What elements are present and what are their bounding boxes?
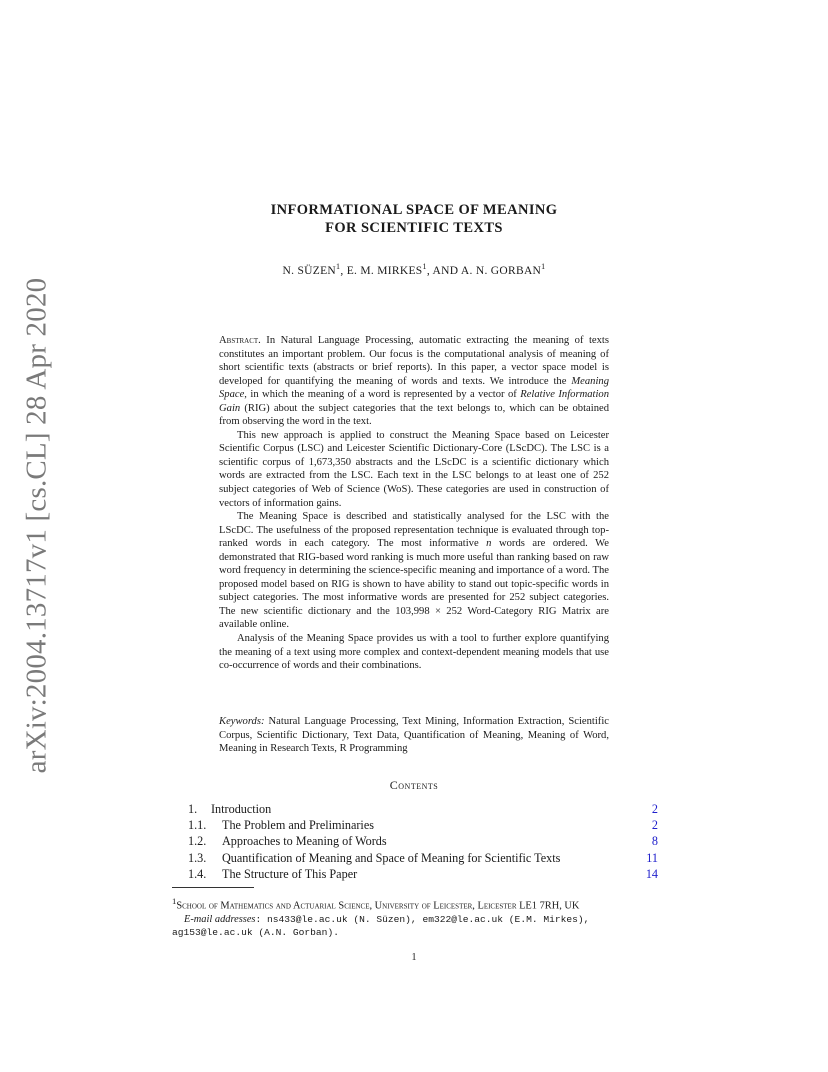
affiliation-text: School of Mathematics and Actuarial Science, University of Leicester, Leicester LE1 7RH, UK: [176, 900, 580, 912]
footnote-emails: [172, 913, 658, 939]
abstract-text: (RIG) about the subject categories that the text belongs to, which can be obtained from observing the word in the text.: [219, 402, 609, 428]
abstract-emphasis: Meaning Space: [219, 375, 609, 401]
abstract: [219, 334, 609, 673]
footnote-mark: 1: [172, 896, 177, 906]
abstract-emphasis: Relative Information Gain: [219, 389, 609, 414]
toc-item-number: 1.2.: [188, 834, 207, 849]
toc-item-title: Approaches to Meaning of Words: [222, 834, 387, 849]
toc-page-link[interactable]: 11: [646, 850, 658, 865]
toc-item-number: 1.: [188, 802, 198, 816]
toc-item-structure[interactable]: [188, 866, 658, 882]
toc-item-approaches[interactable]: [188, 833, 658, 849]
title-line-1: INFORMATIONAL SPACE OF MEANING: [270, 202, 558, 218]
abstract-paragraph-4: Analysis of the Meaning Space provides us with a tool to further explore quantifying the meaning of a text using more complex and context-dependent meaning models that use co-occurrence of words and their combinations.: [219, 633, 609, 672]
keywords-text: Natural Language Processing, Text Mining, Information Extraction, Scientific Corpus, Scientific Dictionary, Text Data, Quantification of Meaning, Meaning of Word, Meaning in Research Texts, R Programming: [219, 716, 609, 755]
toc-item-quantification[interactable]: [188, 850, 658, 866]
contents-heading: Contents: [389, 778, 439, 792]
affiliation-mark: 1: [541, 262, 546, 271]
keywords-label: Keywords:: [219, 716, 265, 727]
toc-page-link[interactable]: 14: [645, 866, 658, 881]
abstract-paragraph-3: [219, 510, 609, 632]
abstract-text: words are ordered. We demonstrated that RIG-based word ranking is much more useful than ranking based on raw word frequency in determining the science-specific meaning and importance of a word. The proposed model based on RIG is shown to have ability to stand out topic-specific words in subject categories. The most informative words are presented for 252 subject categories. The new scientific dictionary and the 103,998 × 252 Word-Category RIG Matrix are available online.: [219, 538, 609, 631]
affiliation-mark: 1: [336, 262, 341, 271]
abstract-emphasis: n: [486, 538, 492, 550]
keywords-block: [219, 715, 609, 756]
toc-page-link[interactable]: 2: [651, 818, 658, 833]
toc-item-number: 1.4.: [188, 866, 207, 881]
email-addresses[interactable]: : ns433@le.ac.uk (N. Süzen), em322@le.ac.uk (E.M. Mirkes), ag153@le.ac.uk (A.N. Gorban).: [172, 913, 590, 938]
toc-item-title: Introduction: [211, 802, 272, 816]
abstract-label: Abstract.: [219, 335, 261, 346]
toc-item-title: The Structure of This Paper: [222, 866, 358, 881]
toc-page-link[interactable]: 8: [651, 834, 658, 849]
toc-item-title: Quantification of Meaning and Space of Meaning for Scientific Texts: [222, 850, 561, 865]
abstract-text: In Natural Language Processing, automatic extracting the meaning of texts constitutes an important problem. Our focus is the computational analysis of meaning of short scientific texts (abstracts or brief reports). In this paper, a vector space model is developed for quantifying the meaning of words and texts. We introduce the: [219, 335, 609, 387]
title-line-2: FOR SCIENTIFIC TEXTS: [325, 220, 503, 236]
author-suzen: N. SÜZEN: [282, 264, 337, 277]
toc-page-link[interactable]: 2: [651, 802, 658, 816]
footnote: [172, 895, 658, 939]
affiliation-mark: 1: [422, 262, 427, 271]
arxiv-identifier-text: arXiv:2004.13717v1 [cs.CL] 28 Apr 2020: [20, 277, 53, 773]
author-gorban: , AND A. N. GORBAN: [426, 264, 542, 277]
arxiv-identifier-stamp: [16, 277, 58, 773]
toc-item-title: The Problem and Preliminaries: [222, 818, 374, 833]
toc-item-number: 1.3.: [188, 850, 207, 865]
abstract-text: The Meaning Space is described and statistically analysed for the LSC with the LScDC. The usefulness of the proposed representation technique is evaluated through top-ranked words in each category. The most informative: [219, 511, 609, 550]
toc-item-problem-preliminaries[interactable]: [188, 817, 658, 833]
table-of-contents: [188, 801, 658, 882]
abstract-text: , in which the meaning of a word is represented by a vector of: [244, 389, 521, 401]
author-list: [0, 262, 828, 277]
page-number: 1: [411, 952, 417, 963]
email-label: E-mail addresses: [184, 913, 256, 925]
author-mirkes: , E. M. MIRKES: [340, 264, 423, 277]
abstract-paragraph-1: [219, 334, 609, 429]
footnote-rule: [172, 887, 254, 888]
paper-title: [0, 201, 828, 237]
footnote-affiliation: [172, 895, 658, 913]
abstract-paragraph-2: This new approach is applied to construct the Meaning Space based on Leicester Scientific Corpus (LSC) and Leicester Scientific Dictionary-Core (LScDC). The LSC is a scientific corpus of 1,673,350 abstracts and the LScDC is a scientific dictionary which words are extracted from the LSC. Each text in the LSC belongs to at least one of 252 subject categories of Web of Science (WoS). These categories are used in construction of vectors of information gains.: [219, 429, 609, 509]
toc-item-introduction[interactable]: [188, 801, 658, 817]
toc-item-number: 1.1.: [188, 818, 207, 833]
